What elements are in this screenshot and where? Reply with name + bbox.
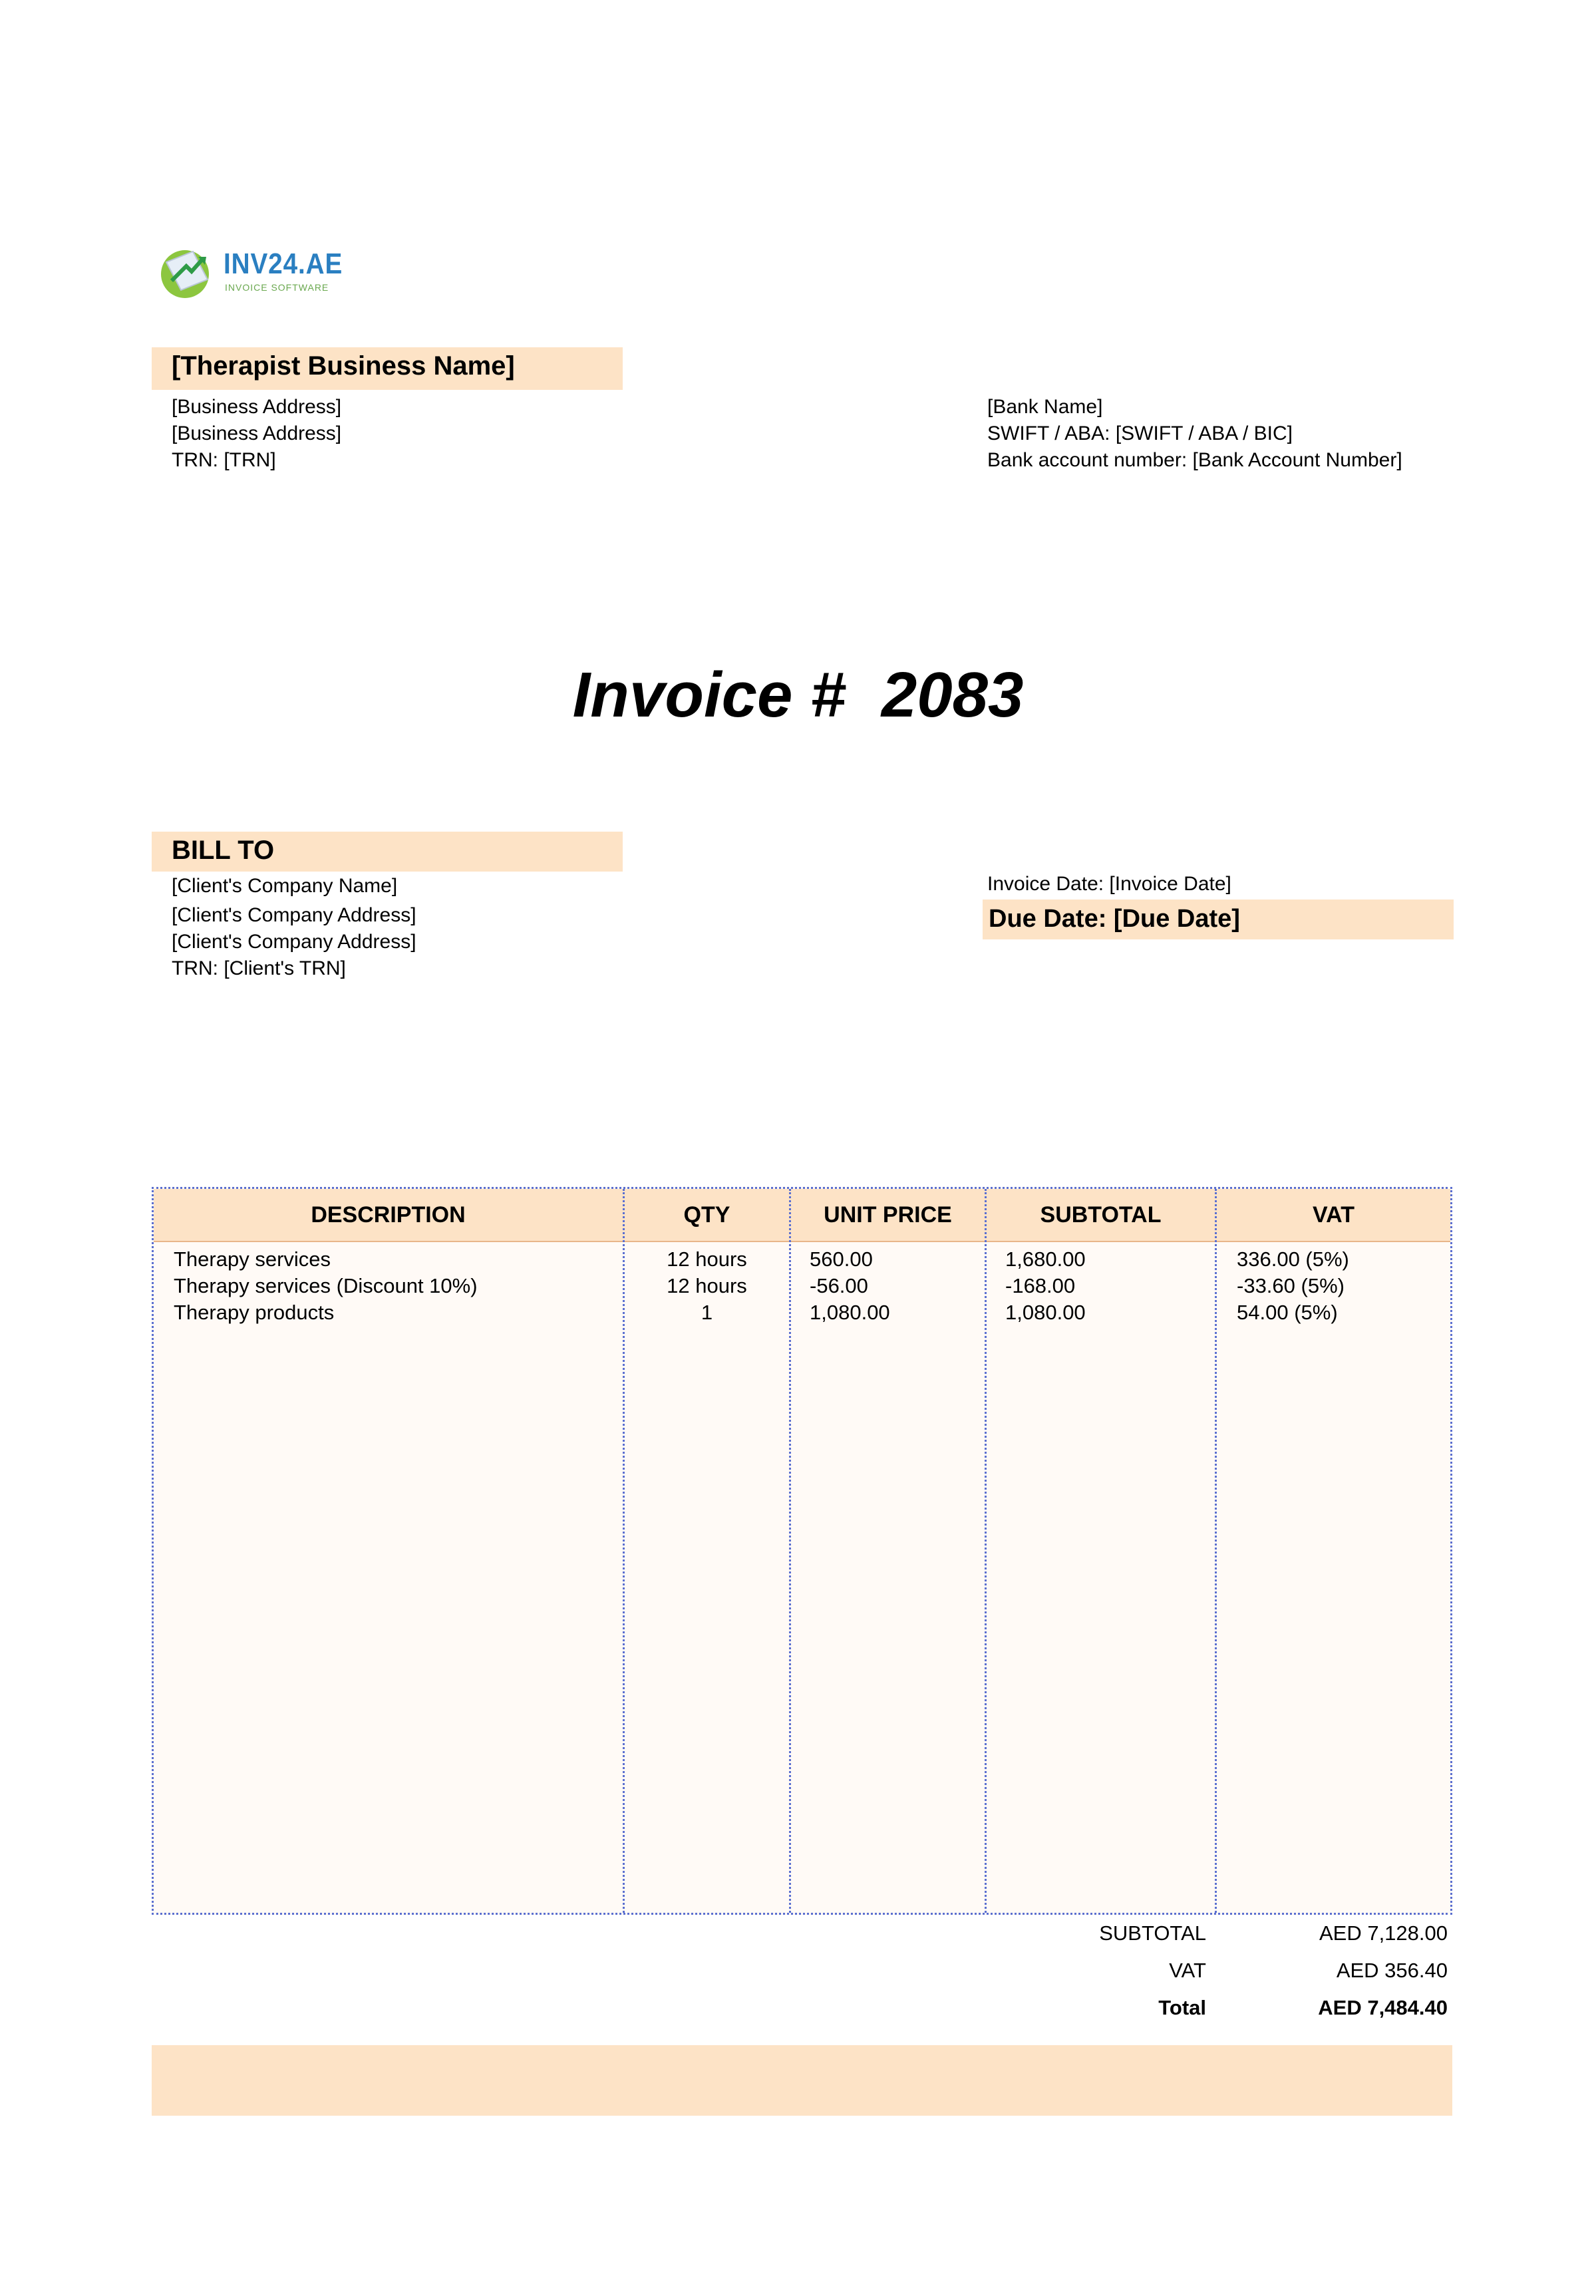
table-cell: -33.60 (5%) bbox=[1237, 1274, 1345, 1297]
business-name: [Therapist Business Name] bbox=[172, 351, 515, 381]
bank-account: Bank account number: [Bank Account Number] bbox=[987, 449, 1402, 471]
vat-cells bbox=[1237, 1246, 1349, 1326]
table-cell: -168.00 bbox=[1005, 1274, 1076, 1297]
table-cell: Therapy services bbox=[174, 1247, 331, 1271]
invoice-date: Invoice Date: [Invoice Date] bbox=[987, 873, 1231, 895]
bill-to-label: BILL TO bbox=[172, 836, 275, 865]
logo-emblem-icon bbox=[154, 240, 218, 303]
bank-details bbox=[987, 394, 1402, 474]
table-cell: 560.00 bbox=[810, 1247, 873, 1271]
table-cell: 1,080.00 bbox=[1005, 1301, 1086, 1324]
qty-cells bbox=[625, 1246, 789, 1326]
logo-text: INV24.AE bbox=[224, 247, 343, 280]
total-value: AED 7,484.40 bbox=[1318, 1996, 1448, 2019]
header-unit-price: UNIT PRICE bbox=[824, 1202, 952, 1228]
column-qty bbox=[625, 1189, 791, 1913]
business-trn: TRN: [TRN] bbox=[172, 449, 276, 471]
due-date: Due Date: [Due Date] bbox=[989, 905, 1240, 933]
business-address-2: [Business Address] bbox=[172, 422, 342, 444]
column-subtotal bbox=[987, 1189, 1217, 1913]
table-cell: 12 hours bbox=[667, 1247, 747, 1271]
items-table bbox=[152, 1187, 1452, 1915]
column-unit-price bbox=[791, 1189, 987, 1913]
footer-bar bbox=[152, 2045, 1452, 2116]
header-vat: VAT bbox=[1313, 1202, 1355, 1228]
logo-subtitle: INVOICE SOFTWARE bbox=[225, 282, 329, 293]
table-cell: 1,680.00 bbox=[1005, 1247, 1086, 1271]
client-address-1: [Client's Company Address] bbox=[172, 904, 416, 926]
table-cell: -56.00 bbox=[810, 1274, 868, 1297]
client-company: [Client's Company Name] bbox=[172, 875, 398, 897]
client-details bbox=[172, 873, 416, 982]
table-cell: 12 hours bbox=[667, 1274, 747, 1297]
vat-value: AED 356.40 bbox=[1336, 1959, 1448, 1982]
total-label: Total bbox=[1158, 1996, 1206, 2019]
unit-price-cells bbox=[810, 1246, 890, 1326]
header-description: DESCRIPTION bbox=[311, 1202, 466, 1228]
business-details bbox=[172, 394, 341, 474]
column-vat bbox=[1217, 1189, 1450, 1913]
description-cells bbox=[174, 1246, 478, 1326]
header-qty: QTY bbox=[683, 1202, 730, 1228]
subtotal-value: AED 7,128.00 bbox=[1319, 1921, 1448, 1945]
invoice-title: Invoice # 2083 bbox=[572, 659, 1024, 731]
table-cell: 336.00 (5%) bbox=[1237, 1247, 1349, 1271]
header-subtotal: SUBTOTAL bbox=[1040, 1202, 1162, 1228]
subtotal-label: SUBTOTAL bbox=[1099, 1921, 1206, 1945]
table-cell: 54.00 (5%) bbox=[1237, 1301, 1338, 1324]
table-cell: Therapy services (Discount 10%) bbox=[174, 1274, 478, 1297]
table-cell: Therapy products bbox=[174, 1301, 335, 1324]
table-cell: 1,080.00 bbox=[810, 1301, 890, 1324]
bank-swift: SWIFT / ABA: [SWIFT / ABA / BIC] bbox=[987, 422, 1293, 444]
table-cell: 1 bbox=[701, 1301, 713, 1324]
bank-name: [Bank Name] bbox=[987, 396, 1103, 418]
client-address-2: [Client's Company Address] bbox=[172, 931, 416, 953]
subtotal-cells bbox=[1005, 1246, 1086, 1326]
column-description bbox=[154, 1189, 625, 1913]
vat-label: VAT bbox=[1169, 1959, 1206, 1982]
business-address-1: [Business Address] bbox=[172, 396, 342, 418]
client-trn: TRN: [Client's TRN] bbox=[172, 957, 346, 979]
